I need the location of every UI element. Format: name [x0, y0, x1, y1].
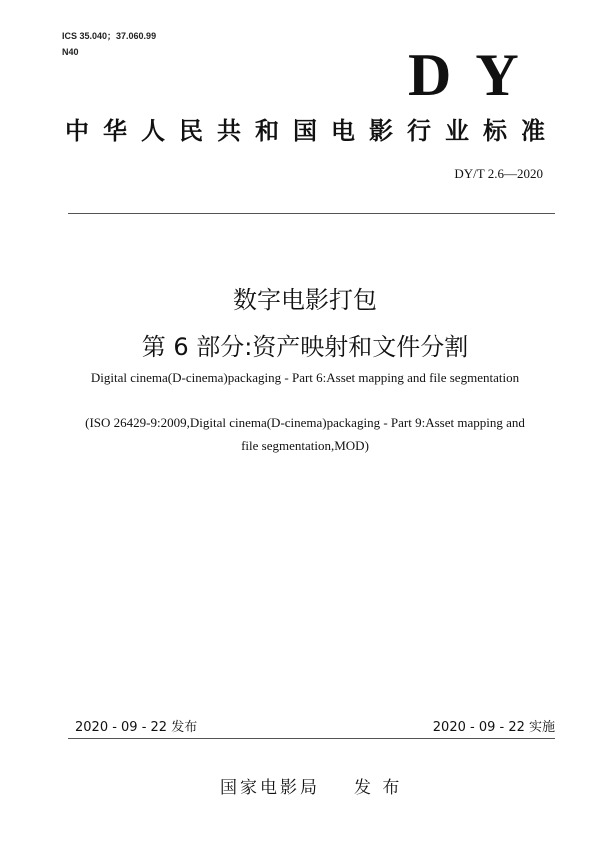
- adoption-note-line-2: file segmentation,MOD): [241, 438, 369, 453]
- dy-logo: DY: [408, 42, 543, 108]
- issuing-authority: 国家电影局: [220, 778, 320, 798]
- standard-category-heading: 中华人民共和国电影行业标准: [65, 117, 559, 145]
- title-en: Digital cinema(D-cinema)packaging - Part 6:Asset mapping and file segmentation: [90, 370, 520, 385]
- implementation-date: 2020 - 09 - 22 实施: [432, 720, 555, 735]
- title-zh-line-2: 第 6 部分:资产映射和文件分割: [141, 333, 469, 361]
- adoption-note-line-1: (ISO 26429-9:2009,Digital cinema(D-cinema)packaging - Part 9:Asset mapping and: [85, 415, 525, 430]
- title-zh-line-1: 数字电影打包: [233, 286, 377, 314]
- ccs-code: N40: [62, 47, 79, 57]
- issue-date: 2020 - 09 - 22 发布: [75, 720, 198, 735]
- issue-action: 发 布: [354, 778, 403, 798]
- ics-code: ICS 35.040；37.060.99: [62, 31, 157, 41]
- footer-divider: [68, 738, 555, 739]
- standard-number: DY/T 2.6—2020: [454, 166, 543, 181]
- header-divider: [68, 213, 555, 214]
